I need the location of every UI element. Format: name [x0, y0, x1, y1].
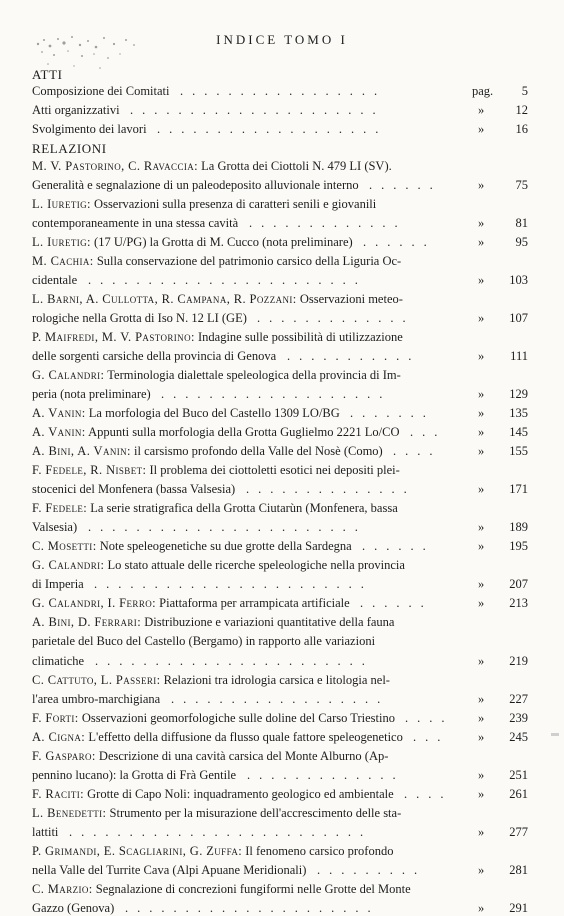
dot-leader: ......: [360, 596, 433, 610]
atti-item-title: Svolgimento dei lavori: [32, 122, 147, 136]
relazione-authors: G. Calandri:: [32, 558, 105, 572]
relazione-title-text: contemporaneamente in una stessa cavità: [32, 216, 239, 230]
dot-leader: .........: [317, 863, 427, 877]
page-ref: »: [478, 787, 485, 801]
relazione-line: [32, 196, 528, 212]
page-number: 103: [509, 273, 528, 287]
page-number: 251: [509, 768, 528, 782]
page-number: 219: [509, 654, 528, 668]
relazione-line: [32, 462, 528, 478]
dot-leader: ......: [369, 178, 442, 192]
page-ref: »: [478, 273, 485, 287]
index-title: INDICE TOMO I: [216, 32, 348, 47]
page-ref: »: [478, 654, 485, 668]
page-ref: »: [478, 311, 485, 325]
atti-item-title: Composizione dei Comitati: [32, 84, 170, 98]
dot-leader: ....: [405, 711, 454, 725]
relazione-title-text: Segnalazione di concrezioni fungiformi nelle Grotte del Monte: [95, 882, 411, 896]
dot-leader: ..............: [246, 482, 416, 496]
relazione-line: [32, 177, 528, 193]
relazione-first-line: [32, 424, 400, 440]
relazione-line: [32, 291, 528, 307]
atti-item: [32, 102, 528, 118]
dot-leader: ......: [363, 235, 436, 249]
relazione-title-text: climatiche: [32, 654, 85, 668]
dot-leader: ...: [410, 425, 447, 439]
relazione-line: [32, 595, 528, 611]
page-number: 95: [515, 235, 528, 249]
relazione-authors: P. Maifredi, M. V. Pastorino:: [32, 330, 195, 344]
relazione-first-line: [32, 367, 401, 383]
relazione-title-text: La morfologia del Buco del Castello 1309 LO/BG: [88, 406, 340, 420]
section-heading-relazioni: RELAZIONI: [32, 141, 107, 156]
relazione-authors: F. Gasparo:: [32, 749, 96, 763]
relazione-line: [32, 786, 528, 802]
dot-leader: .........................: [69, 825, 373, 839]
relazione-title-text: Lo stato attuale delle ricerche speleologiche nella provincia: [107, 558, 405, 572]
dot-leader: .......................: [95, 654, 374, 668]
relazione-title-text: Osservazioni geomorfologiche sulle doline del Carso Triestino: [81, 711, 395, 725]
atti-item: [32, 83, 528, 99]
page-ref: pag.: [472, 84, 494, 98]
relazione-title-text: cidentale: [32, 273, 78, 287]
relazione-authors: A. Vanin:: [32, 425, 86, 439]
relazione-authors: A. Bini, D. Ferrari:: [32, 615, 142, 629]
relazione-authors: L. Iuretig:: [32, 197, 91, 211]
relazione-title-text: Piattaforma per arrampicata artificiale: [159, 596, 350, 610]
relazione-authors: F. Fedele:: [32, 501, 88, 515]
page-number: 145: [509, 425, 528, 439]
relazione-title-text: Appunti sulla morfologia della Grotta Guglielmo 2221 Lo/CO: [88, 425, 400, 439]
page-ref: »: [478, 178, 485, 192]
relazione-first-line: [32, 614, 394, 630]
relazione-title-text: Il fenomeno carsico profondo: [245, 844, 394, 858]
dot-leader: ....: [393, 444, 442, 458]
relazione-title-text: il carsismo profondo della Valle del Nosè (Como): [134, 444, 383, 458]
relazione-line: [32, 158, 528, 174]
relazione-first-line: [32, 786, 394, 802]
relazione-line: [32, 538, 528, 554]
dot-leader: .................: [180, 84, 387, 98]
relazione-title-text: Distribuzione e variazioni quantitative della fauna: [144, 615, 395, 629]
relazione-line: [32, 443, 528, 459]
relazione-line: [32, 748, 528, 764]
relazione-line: [32, 614, 528, 630]
relazione-first-line: [32, 729, 403, 745]
relazione-line: [32, 253, 528, 269]
page-ref: »: [478, 730, 485, 744]
relazione-first-line: [32, 595, 350, 611]
relazione-line: [32, 691, 528, 707]
page-number: 155: [509, 444, 528, 458]
dot-leader: .............: [249, 216, 407, 230]
page-number: 281: [509, 863, 528, 877]
relazione-line: [32, 367, 528, 383]
dot-leader: ...: [413, 730, 450, 744]
page-ref: »: [478, 825, 485, 839]
relazione-line: [32, 633, 528, 649]
relazione-title-text: l'area umbro-marchigiana: [32, 692, 161, 706]
relazione-line: [32, 329, 528, 345]
relazione-title-text: Gazzo (Genova): [32, 901, 115, 915]
page-ref: »: [478, 596, 485, 610]
relazione-title-text: Sulla conservazione del patrimonio carsico della Liguria Oc-: [96, 254, 402, 268]
relazione-title-text: Strumento per la misurazione dell'accrescimento delle sta-: [109, 806, 402, 820]
relazione-title-text: pennino lucano): la Grotta di Frà Gentile: [32, 768, 237, 782]
margin-mark: [551, 733, 559, 736]
relazione-authors: M. V. Pastorino, C. Ravaccia:: [32, 159, 199, 173]
page-ref: »: [478, 482, 485, 496]
page-number: 5: [521, 84, 528, 98]
dot-leader: ..................: [171, 692, 390, 706]
relazione-first-line: [32, 805, 401, 821]
relazione-line: [32, 310, 528, 326]
relazione-line: [32, 672, 528, 688]
relazione-first-line: [32, 196, 376, 212]
relazione-first-line: [32, 329, 403, 345]
relazione-first-line: [32, 291, 403, 307]
page-number: 277: [509, 825, 528, 839]
page-ref: »: [478, 901, 485, 915]
relazione-title-text: Osservazioni sulla presenza di caratteri senili e giovanili: [94, 197, 377, 211]
relazione-first-line: [32, 672, 390, 688]
page-ref: »: [478, 577, 485, 591]
relazione-title-text: Valsesia): [32, 520, 78, 534]
dot-leader: ...................: [157, 122, 388, 136]
page-ref: »: [478, 387, 485, 401]
relazione-first-line: [32, 462, 400, 478]
page-number: 135: [509, 406, 528, 420]
relazione-title-text: Grotte di Capo Noli: inquadramento geologico ed ambientale: [87, 787, 394, 801]
page-ref: »: [478, 349, 485, 363]
relazione-title-text: Osservazioni meteo-: [299, 292, 403, 306]
relazione-title-text: Descrizione di una cavità carsica del Monte Alburno (Ap-: [98, 749, 389, 763]
page-number: 189: [509, 520, 528, 534]
atti-item: [32, 121, 528, 137]
dot-leader: .......................: [88, 520, 367, 534]
relazione-line: [32, 900, 528, 916]
relazione-line: [32, 729, 528, 745]
dot-leader: .....................: [130, 103, 385, 117]
relazione-title-text: L'effetto della diffusione da flusso quale fattore speleogenetico: [88, 730, 403, 744]
relazione-authors: P. Grimandi, E. Scagliarini, G. Zuffa:: [32, 844, 243, 858]
relazione-first-line: [32, 748, 388, 764]
relazione-line: [32, 653, 528, 669]
relazione-first-line: [32, 405, 340, 421]
dot-leader: .......................: [94, 577, 373, 591]
page-ref: »: [478, 711, 485, 725]
relazione-line: [32, 348, 528, 364]
page-number: 261: [509, 787, 528, 801]
relazione-authors: C. Cattuto, L. Passeri:: [32, 673, 161, 687]
dot-leader: .............: [257, 311, 415, 325]
page-ref: »: [478, 216, 485, 230]
relazione-first-line: [32, 538, 352, 554]
relazione-first-line: [32, 710, 395, 726]
relazione-title-text: Indagine sulle possibilità di utilizzazione: [197, 330, 403, 344]
relazione-authors: A. Bini, A. Vanin:: [32, 444, 131, 458]
relazione-authors: A. Cigna:: [32, 730, 86, 744]
page-number: 227: [509, 692, 528, 706]
relazione-line: [32, 215, 528, 231]
page-number: 239: [509, 711, 528, 725]
relazione-authors: C. Marzio:: [32, 882, 93, 896]
page-ref: »: [478, 692, 485, 706]
relazione-line: [32, 881, 528, 897]
relazione-authors: F. Raciti:: [32, 787, 85, 801]
dot-leader: .......................: [88, 273, 367, 287]
relazione-title-text: parietale del Buco del Castello (Bergamo) in rapporto alle variazioni: [32, 634, 376, 648]
relazione-line: [32, 386, 528, 402]
page-number: 12: [515, 103, 528, 117]
relazione-title-text: lattiti: [32, 825, 59, 839]
relazione-first-line: [32, 443, 383, 459]
relazione-title-text: nella Valle del Turrite Cava (Alpi Apuane Meridionali): [32, 863, 307, 877]
relazione-first-line: [32, 881, 411, 897]
page-number: 81: [515, 216, 528, 230]
page-number: 16: [515, 122, 528, 136]
relazione-first-line: [32, 253, 401, 269]
page-ref: »: [478, 406, 485, 420]
dot-leader: .......: [350, 406, 435, 420]
relazione-line: [32, 805, 528, 821]
dot-leader: ......: [362, 539, 435, 553]
page-number: 129: [509, 387, 528, 401]
page-number: 207: [509, 577, 528, 591]
section-heading-atti: ATTI: [32, 67, 63, 82]
dot-leader: .............: [247, 768, 405, 782]
page-ref: »: [478, 444, 485, 458]
relazione-title-text: Generalità e segnalazione di un paleodeposito alluvionale interno: [32, 178, 359, 192]
dot-leader: ....: [404, 787, 453, 801]
relazione-authors: F. Fedele, R. Nisbet:: [32, 463, 147, 477]
relazione-authors: L. Barni, A. Cullotta, R. Campana, R. Pozzani:: [32, 292, 297, 306]
dot-leader: ...................: [161, 387, 392, 401]
page-ref: »: [478, 103, 485, 117]
relazione-authors: G. Calandri, I. Ferro:: [32, 596, 157, 610]
page-ref: »: [478, 122, 485, 136]
relazione-title-text: delle sorgenti carsiche della provincia di Genova: [32, 349, 277, 363]
relazione-line: [32, 500, 528, 516]
relazione-first-line: [32, 557, 405, 573]
page-ref: »: [478, 425, 485, 439]
relazione-line: [32, 481, 528, 497]
relazione-authors: G. Calandri:: [32, 368, 105, 382]
page-number: 111: [510, 349, 528, 363]
relazione-line: [32, 405, 528, 421]
relazione-title-text: Relazioni tra idrologia carsica e litologia nel-: [163, 673, 390, 687]
dot-leader: .....................: [125, 901, 380, 915]
relazione-title-text: La Grotta dei Ciottoli N. 479 LI (SV).: [201, 159, 392, 173]
page-number: 75: [515, 178, 528, 192]
relazione-title-text: stocenici del Monfenera (bassa Valsesia): [32, 482, 236, 496]
relazione-authors: L. Iuretig:: [32, 235, 91, 249]
dot-leader: ...........: [287, 349, 421, 363]
relazione-line: [32, 234, 528, 250]
relazione-authors: M. Cachia:: [32, 254, 94, 268]
relazione-authors: F. Forti:: [32, 711, 79, 725]
page-ref: »: [478, 235, 485, 249]
relazione-title-text: Terminologia dialettale speleologica della provincia di Im-: [107, 368, 401, 382]
page-number: 245: [509, 730, 528, 744]
relazione-line: [32, 862, 528, 878]
page-number: 213: [509, 596, 528, 610]
relazione-first-line: [32, 158, 392, 174]
relazione-line: [32, 824, 528, 840]
relazione-line: [32, 557, 528, 573]
relazione-title-text: peria (nota preliminare): [32, 387, 151, 401]
page-number: 291: [509, 901, 528, 915]
page-ref: »: [478, 539, 485, 553]
page-ref: »: [478, 520, 485, 534]
relazione-line: [32, 710, 528, 726]
relazione-authors: L. Benedetti:: [32, 806, 107, 820]
relazione-first-line: [32, 500, 398, 516]
relazione-authors: C. Mosetti:: [32, 539, 97, 553]
page-number: 171: [509, 482, 528, 496]
relazione-line: [32, 519, 528, 535]
relazione-first-line: [32, 234, 353, 250]
relazione-title-text: di Imperia: [32, 577, 84, 591]
relazione-line: [32, 767, 528, 783]
relazione-title-text: rologiche nella Grotta di Iso N. 12 LI (GE): [32, 311, 247, 325]
relazione-line: [32, 424, 528, 440]
atti-item-title: Atti organizzativi: [32, 103, 120, 117]
relazione-title-text: (17 U/PG) la Grotta di M. Cucco (nota preliminare): [94, 235, 353, 249]
relazione-title-text: La serie stratigrafica della Grotta Ciutarùn (Monfenera, bassa: [90, 501, 398, 515]
page-ref: »: [478, 768, 485, 782]
page-number: 107: [509, 311, 528, 325]
relazione-title-text: Il problema dei ciottoletti esotici nei depositi plei-: [149, 463, 400, 477]
page-number: 195: [509, 539, 528, 553]
relazione-line: [32, 576, 528, 592]
relazione-authors: A. Vanin:: [32, 406, 86, 420]
page-ref: »: [478, 863, 485, 877]
relazione-line: [32, 272, 528, 288]
relazione-title-text: Note speleogenetiche su due grotte della Sardegna: [99, 539, 352, 553]
